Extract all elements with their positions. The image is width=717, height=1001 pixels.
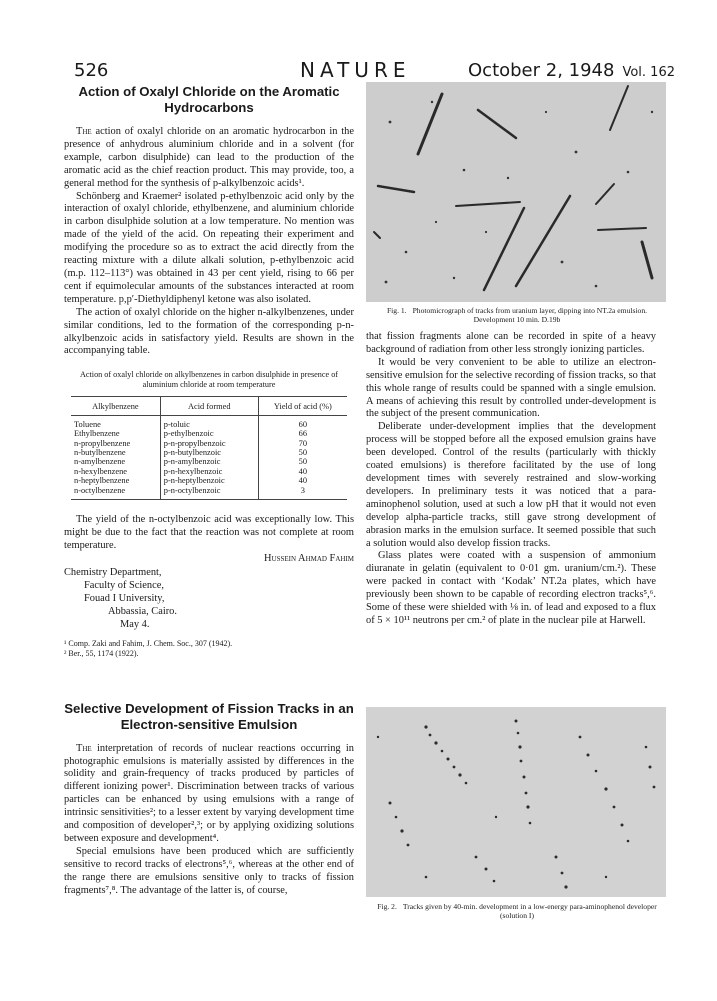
table-cell: Toluene xyxy=(74,419,101,429)
table-row xyxy=(71,486,347,500)
date-text: October 2, 1948 xyxy=(468,60,615,81)
article2-right-paragraph-2: It would be very convenient to be able to utilize an electron-sensitive emulsion for the selective recording of fission tracks, so that this whole range of results could be spanned with a single emulsion. A means of achieving this result by controlled under-development is the subject of the present communication. xyxy=(366,356,656,420)
figure-label: Fig. 1. xyxy=(386,306,407,315)
table-caption: Action of oxalyl chloride on alkylbenzenes in carbon disulphide in presence of aluminium chloride at room temperature xyxy=(79,370,339,390)
article2-right-paragraph-3: Deliberate under-development implies that the development process will be stopped before all the exposed emulsion grains have been developed. Control of the results (particularly with thickly coated emulsions) is therefore facilitated by the use of long development times with severely restrained and slow-working developers. In preliminary tests it was noticed that a para-aminophenol solution, used at such a low pH that it would not even develop alpha-particle tracks, still gave strong development of abrasion marks in the emulsion surface. It seemed possible that such a solution would also develop fission tracks. xyxy=(366,421,656,549)
table-cell: 70 xyxy=(258,439,347,448)
article2-paragraph-1 xyxy=(64,743,354,846)
address-line: Chemistry Department, xyxy=(64,566,162,578)
page-number: 526 xyxy=(74,60,109,81)
table-cell: p-ethylbenzoic xyxy=(160,429,258,438)
table-cell: n-propylbenzene xyxy=(74,438,131,448)
paragraph-text: action of oxalyl chloride on an aromatic hydrocarbon in the presence of anhydrous aluminium chloride and in a solvent (for example, carbon disulphide) can lead to the production of the aromatic acid as the chief reaction product. This may provide, too, a general method for the synthesis of p-alkylbenzoic acids¹. xyxy=(64,126,354,189)
reference-item: ² Ber., 55, 1174 (1922). xyxy=(64,648,139,658)
volume-text: Vol. 162 xyxy=(622,65,675,80)
table-cell: Ethylbenzene xyxy=(74,429,120,439)
author-name: Hussein Ahmad Fahim xyxy=(264,552,354,564)
table-cell: p-n-butylbenzoic xyxy=(160,448,258,457)
table-cell: 40 xyxy=(258,476,347,485)
table-row xyxy=(71,448,347,457)
figure-2-photomicrograph xyxy=(366,707,666,897)
article1-paragraph-2: Schönberg and Kraemer² isolated p-ethylbenzoic acid only by the interaction of oxalyl chloride, ethylbenzene, and aluminium chloride in carbon disulphide solution at a low temperature. No mention was made of the yield of the acid. On repeating their experiment and modifying the procedure so as to extract the acid directly from the reacting mixture with a dilute alkali solution, p-ethylbenzoic acid (m.p. 112–113°) was obtained in 43 per cent yield, rising to 66 per cent if equimolecular amounts of the substances interacted at room temperature. p,p′-Diethyldiphenyl ketone was also isolated. xyxy=(64,190,354,305)
right-column xyxy=(366,331,656,628)
table-row xyxy=(71,429,347,438)
table-row xyxy=(71,476,347,485)
table-cell: p-n-hexylbenzoic xyxy=(160,467,258,476)
table-header-row xyxy=(71,397,347,415)
table-cell: p-n-octylbenzoic xyxy=(160,486,258,500)
article1-paragraph-4: The yield of the n-octylbenzoic acid was exceptionally low. This might be due to the fact that the reaction was not complete at room temperature. xyxy=(64,513,354,551)
table-row xyxy=(71,457,347,466)
table-cell: p-n-propylbenzoic xyxy=(160,439,258,448)
address-line: Abbassia, Cairo. xyxy=(108,605,177,617)
table-cell: 40 xyxy=(258,467,347,476)
table-cell: p-toluic xyxy=(160,415,258,429)
table-header-cell: Yield of acid (%) xyxy=(258,397,347,415)
fig2-image xyxy=(366,707,666,897)
table-header-cell: Acid formed xyxy=(160,397,258,415)
article1-paragraph-3: The action of oxalyl chloride on the higher n-alkylbenzenes, under similar conditions, led to the formation of the corresponding p-n-alkylbenzoic acids in satisfactory yield. Results are shown in the accompanying table. xyxy=(64,306,354,357)
table-row xyxy=(71,415,347,429)
lead-word: The xyxy=(76,742,92,754)
author-address xyxy=(64,566,354,631)
table-cell: p-n-heptylbenzoic xyxy=(160,476,258,485)
address-line: Fouad I University, xyxy=(84,592,165,604)
table-cell: n-heptylbenzene xyxy=(74,476,130,486)
article1-paragraph-1 xyxy=(64,126,354,191)
results-table xyxy=(71,396,347,500)
article2-right-paragraph-1: that fission fragments alone can be recorded in spite of a heavy background of radiation from other less strongly ionizing particles. xyxy=(366,331,656,355)
table-cell: 50 xyxy=(258,448,347,457)
journal-title: NATURE xyxy=(300,58,411,82)
article2-right-paragraph-4: Glass plates were coated with a suspension of ammonium diuranate in gelatin (equivalent to 0·01 gm. uranium/cm.²). These were packed in contact with ‘Kodak’ NT.2a plates, which have previously been shown to be capable of recording electron tracks⁵,⁶. Some of these were shielded with ⅛ in. of lead and exposed to a flux of 5 × 10¹¹ neutrons per cm.² of plate in the nuclear pile at Harwell. xyxy=(366,550,656,626)
reference-item: ¹ Comp. Zaki and Fahim, J. Chem. Soc., 307 (1942). xyxy=(64,638,233,648)
table-cell: n-butylbenzene xyxy=(74,447,126,457)
figure-1-photomicrograph xyxy=(366,82,666,302)
article1-title: Action of Oxalyl Chloride on the Aromatic Hydrocarbons xyxy=(78,84,340,115)
figure-1-caption xyxy=(374,306,660,324)
table-cell: 50 xyxy=(258,457,347,466)
table-row xyxy=(71,467,347,476)
figure-label: Fig. 2. xyxy=(377,902,397,911)
article2-title: Selective Development of Fission Tracks in an Electron-sensitive Emulsion xyxy=(64,700,354,732)
address-line: May 4. xyxy=(120,618,150,630)
figure-2-caption xyxy=(374,902,660,920)
table-header-cell: Alkylbenzene xyxy=(71,397,160,415)
table-cell: 3 xyxy=(258,486,347,500)
left-column xyxy=(64,84,354,897)
caption-text: Tracks given by 40-min. development in a low-energy para-aminophenol developer (solution I) xyxy=(402,902,657,920)
table-cell: n-amylbenzene xyxy=(74,457,126,467)
table-cell: n-hexylbenzene xyxy=(74,466,128,476)
issue-date xyxy=(468,60,675,81)
paragraph-text: interpretation of records of nuclear reactions occurring in photographic emulsions is materially assisted by differences in the solidity and grain-frequency of tracks produced by particles of different ionizing power¹. Discrimination between tracks of various particles can be enhanced by using emulsions with a range of intrinsic sensitivities²; to a lesser extent by varying development time and composition of developer²,³; or by applying oxidizing solutions between exposure and development⁴. xyxy=(64,742,354,844)
table-row xyxy=(71,439,347,448)
table-cell: n-octylbenzene xyxy=(71,486,160,500)
address-line: Faculty of Science, xyxy=(84,579,164,591)
table-cell: 66 xyxy=(258,429,347,438)
table-cell: p-n-amylbenzoic xyxy=(160,457,258,466)
fig1-image xyxy=(366,82,666,302)
lead-word: The xyxy=(76,126,92,137)
caption-text: Photomicrograph of tracks from uranium layer, dipping into NT.2a emulsion. Development 10 min. D.19b xyxy=(412,306,648,324)
article2-paragraph-2: Special emulsions have been produced which are sufficiently sensitive to record tracks of electrons⁵,⁶, whereas at the other end of the range there are emulsions sensitive only to tracks of fission fragments⁷,⁸. The advantage of the latter is, of course, xyxy=(64,845,354,896)
references xyxy=(64,639,354,659)
table-cell: 60 xyxy=(258,415,347,429)
